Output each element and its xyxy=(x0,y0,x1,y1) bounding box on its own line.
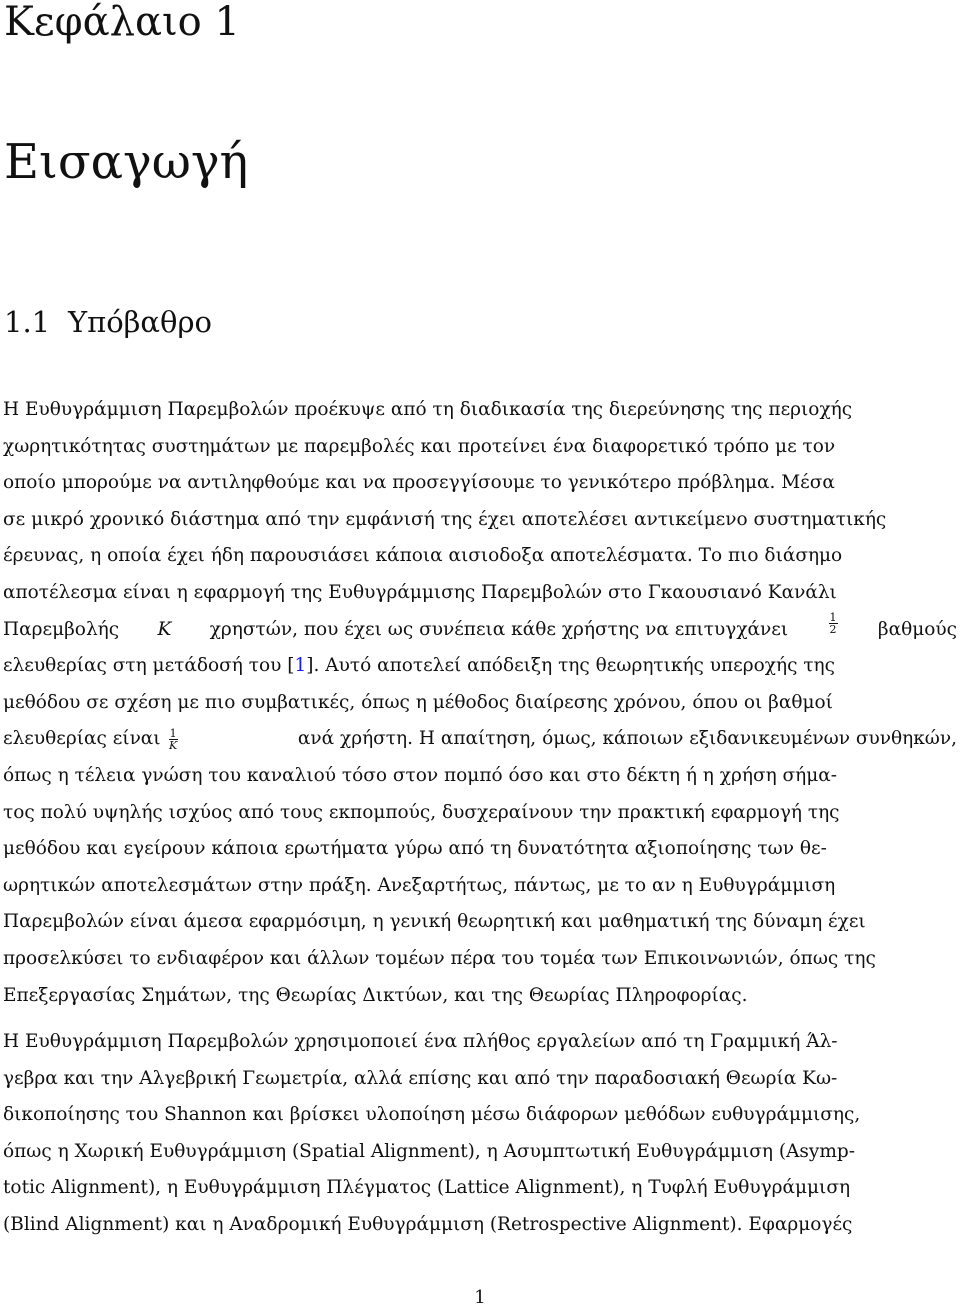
text-span: (Blind Alignment) και η Αναδρομική Ευθυγράμμιση (Retrospective Alignment). Εφαρμογές xyxy=(3,1213,853,1235)
text-span: δικοποίησης του Shannon και βρίσκει υλοποίηση μέσω διάφορων μεθόδων ευθυγράμμισης, xyxy=(3,1104,861,1126)
text-line xyxy=(0,904,960,941)
chapter-label: Κεφάλαιο 1 xyxy=(4,0,240,45)
text-line xyxy=(0,721,960,758)
fraction-denominator: 2 xyxy=(829,622,837,636)
fraction-denominator: K xyxy=(168,738,178,752)
text-span: ανά χρήστη. Η απαίτηση, όμως, κάποιων εξιδανικευμένων συνθηκών, xyxy=(297,728,957,750)
text-line xyxy=(0,941,960,978)
text-line xyxy=(0,868,960,905)
fraction-numerator: 1 xyxy=(169,726,177,740)
section-title: Υπόβαθρο xyxy=(68,305,212,339)
text-line xyxy=(0,1207,960,1244)
text-span: όπως η Χωρική Ευθυγράμμιση (Spatial Alignment), η Ασυμπτωτική Ευθυγράμμιση (Asymp- xyxy=(3,1140,855,1162)
text-line xyxy=(0,1134,960,1171)
text-span: όπως η τέλεια γνώση του καναλιού τόσο στον πομπό όσο και στο δέκτη ή η χρήση σήμα- xyxy=(3,764,838,786)
text-line xyxy=(0,1097,960,1134)
text-span xyxy=(3,721,186,758)
text-span: χρηστών, που έχει ως συνέπεια κάθε χρήστης να επιτυγχάνει xyxy=(209,618,789,640)
text-span xyxy=(3,648,835,685)
text-line xyxy=(0,685,960,722)
paragraph-2 xyxy=(0,1024,960,1244)
text-span: μεθόδου και εγείρουν κάποια ερωτήματα γύρω από τη δυνατότητα αξιοποίησης των θε- xyxy=(3,838,827,860)
text-line xyxy=(0,978,960,1015)
text-line xyxy=(0,465,960,502)
text-span: βαθμούς xyxy=(877,618,957,640)
fraction-half xyxy=(829,612,838,649)
text-span: ελευθερίας είναι xyxy=(3,728,161,750)
text-line xyxy=(0,1061,960,1098)
text-line xyxy=(0,1170,960,1207)
text-span: Παρεμβολών είναι άμεσα εφαρμόσιμη, η γενική θεωρητική και μαθηματική της δύναμη έχει xyxy=(3,911,866,933)
text-span: Η Ευθυγράμμιση Παρεμβολών χρησιμοποιεί ένα πλήθος εργαλείων από τη Γραμμική Άλ- xyxy=(3,1031,838,1052)
text-line xyxy=(0,831,960,868)
text-span: οποίο μπορούμε να αντιληφθούμε και να προσεγγίσουμε το γενικότερο πρόβλημα. Μέσα xyxy=(3,472,835,494)
fraction-numerator: 1 xyxy=(829,610,837,624)
text-span: μεθόδου σε σχέση με πιο συμβατικές, όπως η μέθοδος διαίρεσης χρόνου, όπου οι βαθμοί xyxy=(3,691,833,713)
text-span: Επεξεργασίας Σημάτων, της Θεωρίας Δικτύων, και της Θεωρίας Πληροφορίας. xyxy=(3,984,748,1006)
text-line xyxy=(0,1024,960,1061)
text-line xyxy=(0,392,960,429)
text-span: σε μικρό χρονικό διάστημα από την εμφάνισή της έχει αποτελέσει αντικείμενο συστηματικής xyxy=(3,508,887,530)
text-span: ωρητικών αποτελεσμάτων στην πράξη. Ανεξαρτήτως, πάντως, με το αν η Ευθυγράμμιση xyxy=(3,874,836,896)
text-line xyxy=(0,758,960,795)
text-line xyxy=(0,575,960,612)
fraction-one-over-k xyxy=(169,728,178,751)
text-span: ]. Αυτό αποτελεί απόδειξη της θεωρητικής υπεροχής της xyxy=(306,655,835,677)
text-span: χωρητικότητας συστημάτων με παρεμβολές και προτείνει ένα διαφορετικό τρόπο με τον xyxy=(3,435,836,457)
section-number: 1.1 xyxy=(4,305,51,339)
text-span: Η Ευθυγράμμιση Παρεμβολών προέκυψε από τη διαδικασία της διερεύνησης της περιοχής xyxy=(3,399,853,420)
text-span: έρευνας, η οποία έχει ήδη παρουσιάσει κάποια αισιοδοξα αποτελέσματα. Το πιο διάσημο xyxy=(3,545,843,567)
text-line xyxy=(0,648,960,685)
text-span: ελευθερίας στη μετάδοσή του [ xyxy=(3,655,295,677)
text-line xyxy=(0,502,960,539)
text-span: γεβρα και την Αλγεβρική Γεωμετρία, αλλά επίσης και από την παραδοσιακή Θεωρία Κω- xyxy=(3,1067,838,1089)
text-span: Παρεμβολής xyxy=(3,618,120,640)
section-heading xyxy=(4,302,212,342)
text-span: totic Alignment), η Ευθυγράμμιση Πλέγματος (Lattice Alignment), η Τυφλή Ευθυγράμμιση xyxy=(3,1177,851,1199)
chapter-title: Εισαγωγή xyxy=(4,134,249,190)
citation-link[interactable]: 1 xyxy=(294,655,307,677)
text-span: προσελκύσει το ενδιαφέρον και άλλων τομέων πέρα του τομέα των Επικοινωνιών, όπως της xyxy=(3,947,876,969)
text-line xyxy=(0,429,960,466)
text-line xyxy=(0,795,960,832)
text-span: αποτέλεσμα είναι η εφαρμογή της Ευθυγράμμισης Παρεμβολών στο Γκαουσιανό Κανάλι xyxy=(3,581,837,603)
text-line xyxy=(0,538,960,575)
text-line xyxy=(0,612,960,649)
paragraph-1 xyxy=(0,392,960,1014)
text-span: τος πολύ υψηλής ισχύος από τους εκπομπούς, δυσχεραίνουν την πρακτική εφαρμογή της xyxy=(3,801,840,823)
page-number: 1 xyxy=(474,1287,486,1308)
math-k: K xyxy=(157,618,172,640)
